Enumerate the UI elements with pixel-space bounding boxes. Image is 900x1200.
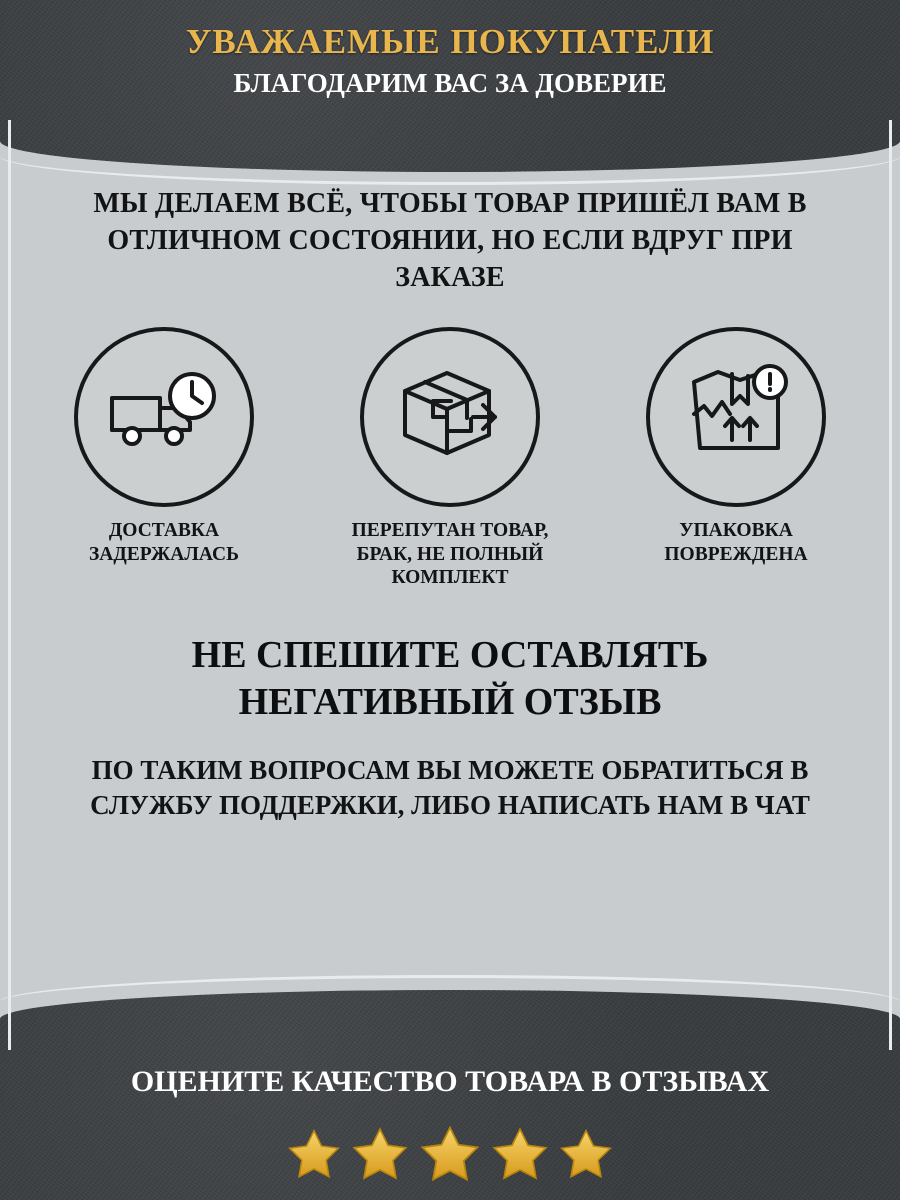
issue-icon-row (0, 327, 900, 590)
issue-icon-circle (646, 327, 826, 507)
issue-icon-circle (74, 327, 254, 507)
issue-label: ДОСТАВКА ЗАДЕРЖАЛАСЬ (88, 519, 239, 565)
issue-item-damaged-package (626, 327, 846, 590)
star-icon[interactable] (415, 1120, 485, 1190)
star-icon[interactable] (347, 1122, 413, 1188)
header (0, 0, 900, 99)
callout-text: НЕ СПЕШИТЕ ОСТАВЛЯТЬ НЕГАТИВНЫЙ ОТЗЫВ (191, 634, 709, 723)
lead-text: МЫ ДЕЛАЕМ ВСЁ, ЧТОБЫ ТОВАР ПРИШЁЛ ВАМ В ОТЛИЧНОМ СОСТОЯНИИ, НО ЕСЛИ ВДРУГ ПРИ ЗАКАЗЕ (93, 188, 807, 293)
delivery-truck-clock-icon (104, 366, 224, 467)
issue-item-wrong-item (340, 327, 560, 590)
star-icon[interactable] (487, 1122, 553, 1188)
box-return-arrow-icon (391, 361, 509, 472)
header-subtitle: БЛАГОДАРИМ ВАС ЗА ДОВЕРИЕ (233, 68, 667, 98)
footer (0, 1038, 900, 1200)
issue-item-delivery (54, 327, 274, 590)
star-icon[interactable] (555, 1124, 617, 1186)
issue-label: УПАКОВКА ПОВРЕЖДЕНА (664, 519, 808, 565)
issue-icon-circle (360, 327, 540, 507)
footer-title: ОЦЕНИТЕ КАЧЕСТВО ТОВАРА В ОТЗЫВАХ (130, 1065, 770, 1098)
star-rating[interactable] (0, 1110, 900, 1200)
main-content (0, 186, 900, 823)
star-icon[interactable] (283, 1124, 345, 1186)
issue-label: ПЕРЕПУТАН ТОВАР, БРАК, НЕ ПОЛНЫЙ КОМПЛЕКТ (351, 519, 549, 589)
support-text: ПО ТАКИМ ВОПРОСАМ ВЫ МОЖЕТЕ ОБРАТИТЬСЯ В СЛУЖБУ ПОДДЕРЖКИ, ЛИБО НАПИСАТЬ НАМ В ЧАТ (90, 754, 810, 821)
header-title: УВАЖАЕМЫЕ ПОКУПАТЕЛИ (185, 22, 715, 61)
damaged-package-icon (678, 362, 794, 471)
